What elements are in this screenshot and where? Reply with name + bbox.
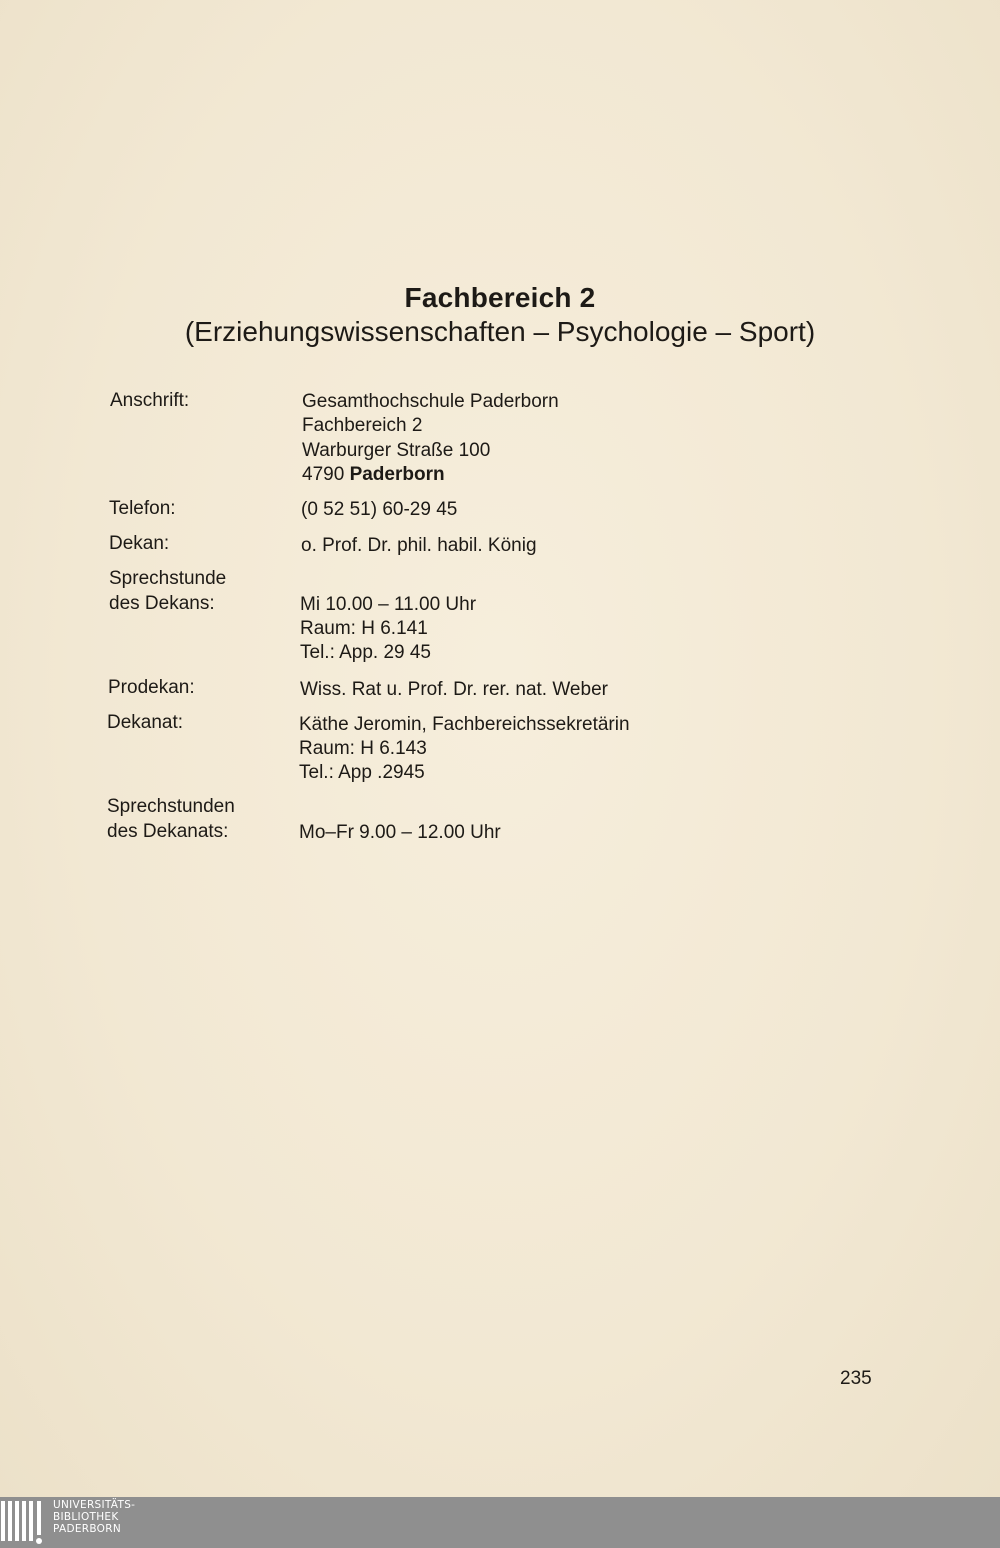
page-number: 235: [840, 1368, 872, 1389]
library-logo-text: [53, 1499, 135, 1535]
label-telefon: Telefon:: [109, 498, 176, 519]
city: Paderborn: [349, 464, 445, 485]
dekanat-tel: Tel.: App .2945: [299, 762, 425, 783]
logo-line-2: BIBLIOTHEK: [53, 1511, 119, 1523]
label-sprechstunde-2: des Dekans:: [109, 593, 215, 614]
label-sprechstunde-1: Sprechstunde: [109, 568, 227, 589]
logo-line-3: PADERBORN: [53, 1523, 121, 1535]
library-logo-icon: [0, 1501, 48, 1545]
sprechstunde-room: Raum: H 6.141: [300, 618, 428, 639]
label-sprechstunden-1: Sprechstunden: [107, 796, 235, 817]
postal-code: 4790: [302, 464, 345, 485]
sprechstunde-tel: Tel.: App. 29 45: [300, 642, 431, 663]
label-dekan: Dekan:: [109, 533, 170, 554]
sprechstunde-time: Mi 10.00 – 11.00 Uhr: [300, 594, 477, 615]
page-title: Fachbereich 2: [404, 282, 596, 313]
label-sprechstunden-2: des Dekanats:: [107, 821, 229, 842]
logo-line-1: UNIVERSITÄTS-: [53, 1499, 136, 1511]
prodekan-value: Wiss. Rat u. Prof. Dr. rer. nat. Weber: [300, 679, 608, 700]
label-dekanat: Dekanat:: [107, 712, 184, 733]
telefon-value: (0 52 51) 60-29 45: [301, 499, 458, 520]
dekanat-name: Käthe Jeromin, Fachbereichssekretärin: [299, 714, 630, 735]
address-line-4: [302, 463, 445, 488]
address-line-2: Fachbereich 2: [302, 415, 423, 436]
dekan-value: o. Prof. Dr. phil. habil. König: [301, 535, 537, 556]
label-anschrift: Anschrift:: [110, 390, 190, 411]
library-footer: [0, 1497, 1000, 1548]
dekanat-room: Raum: H 6.143: [299, 738, 427, 759]
page-subtitle: (Erziehungswissenschaften – Psychologie – Sport): [184, 316, 816, 347]
sprechstunden-value: Mo–Fr 9.00 – 12.00 Uhr: [299, 822, 501, 843]
address-line-3: Warburger Straße 100: [302, 440, 491, 461]
label-prodekan: Prodekan:: [108, 677, 195, 698]
address-line-1: Gesamthochschule Paderborn: [302, 391, 559, 412]
